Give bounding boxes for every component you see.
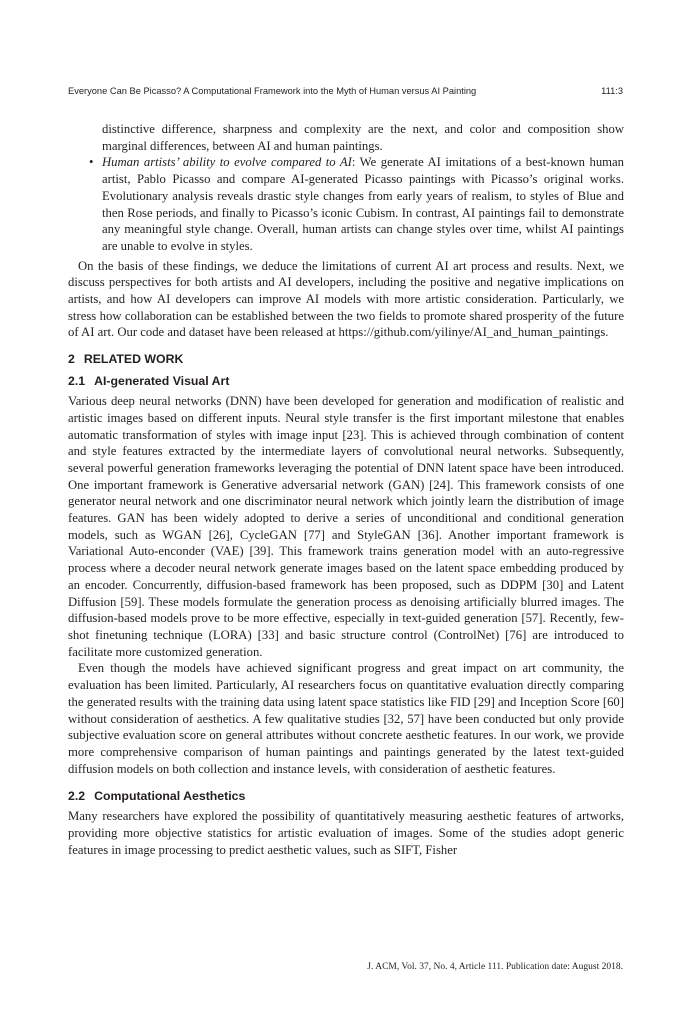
contribution-list (68, 121, 624, 255)
paragraph: Many researchers have explored the possibility of quantitatively measuring aesthetic features of artworks, providing more objective statistics for artistic evaluation of images. Some of the studies adopt generic features in image processing to predict aesthetic values, such as SIFT, Fisher (68, 809, 624, 857)
list-item-lead: Human artists’ ability to evolve compared to AI (102, 155, 352, 170)
subsection-heading-computational-aesthetics (68, 788, 624, 804)
running-head-page-number: 111:3 (601, 86, 623, 96)
section-number: 2 (68, 352, 75, 367)
subsection-number: 2.2 (68, 789, 86, 804)
list-item-evolve (68, 154, 624, 254)
list-item-text: : We generate AI imitations of a best-known human artist, Pablo Picasso and compare AI-generated Picasso paintings with Picasso’s original works. Evolutionary analysis reveals drastic style changes from early years of realism, to styles of Blue and then Rose periods, and finally to Picasso’s iconic Cubism. In contrast, AI paintings fail to demonstrate any meaningful style change. Overall, human artists can change styles over time, whilst AI paintings are unable to evolve in styles. (102, 155, 625, 253)
subsection-heading-ai-visual-art (68, 373, 624, 389)
running-head-title: Everyone Can Be Picasso? A Computational Framework into the Myth of Human versus AI Painting (68, 86, 477, 96)
page-footer: J. ACM, Vol. 37, No. 4, Article 111. Publication date: August 2018. (367, 962, 623, 972)
paragraph: Various deep neural networks (DNN) have been developed for generation and modification of realistic and artistic images based on different inputs. Neural style transfer is the first important milestone that enables automatic transformation of styles with image input [23]. This is achieved through combination of content and style features extracted by the intermediate layers of convolutional neural networks. Subsequently, several powerful generation frameworks leveraging the potential of DNN latent space have been introduced. One important framework is Generative adversarial network (GAN) [24]. This framework consists of one generator neural network and one discriminator neural network which jointly learn the distribution of image features. GAN has been widely adopted to derive a series of unconditional and conditional generation models, such as WGAN [26], CycleGAN [77] and StyleGAN [36]. Another important framework is Variational Auto-enconder (VAE) [39]. This framework trains generation model with an auto-regressive process where a decoder neural network generate images based on the latent space embedding produced by an encoder. Concurrently, diffusion-based framework has been proposed, such as DDPM [30] and Latent Diffusion [59]. These models formulate the generation process as denoising artificially blurred images. The diffusion-based models prove to be more effective, especially in text-guided generation [57]. Recently, few-shot finetuning technique (LORA) [33] and basic structure control (ControlNet) [76] are introduced to facilitate more customized generation. (68, 394, 624, 659)
paragraph: Even though the models have achieved significant progress and great impact on art community, the evaluation has been limited. Particularly, AI researchers focus on quantitative evaluation directly comparing the generated results with the training data using latent space statistics like FID [29] and Inception Score [60] without consideration of aesthetics. A few qualitative studies [32, 57] have been conducted but only provide subjective evaluation score on general attributes without concrete aesthetic features. In our work, we provide more comprehensive comparison of human paintings and paintings generated by the latest text-guided diffusion models on both collection and instance levels, with consideration of aesthetic features. (68, 661, 624, 776)
subsection-title: AI-generated Visual Art (94, 374, 230, 389)
body-text (68, 121, 624, 858)
section-title: RELATED WORK (83, 352, 184, 367)
list-item-continued: distinctive difference, sharpness and complexity are the next, and color and composition show marginal differences, between AI and human paintings. (102, 122, 624, 153)
section-heading-related-work (68, 351, 624, 367)
subsection-number: 2.1 (68, 374, 86, 389)
running-head (68, 86, 623, 100)
subsection-title: Computational Aesthetics (94, 789, 246, 804)
intro-paragraph: On the basis of these findings, we deduce the limitations of current AI art process and results. Next, we discuss perspectives for both artists and AI developers, including the positive and negative implications on artists, and how AI developers can improve AI models with more artistic consideration. Particularly, we stress how collaboration can be established between the two fields to promote shared prosperity of the future of AI art. Our code and dataset have been released at https://github.com/yilinye/AI_and_human_paintings. (68, 258, 624, 340)
bullet-icon: • (89, 155, 94, 170)
